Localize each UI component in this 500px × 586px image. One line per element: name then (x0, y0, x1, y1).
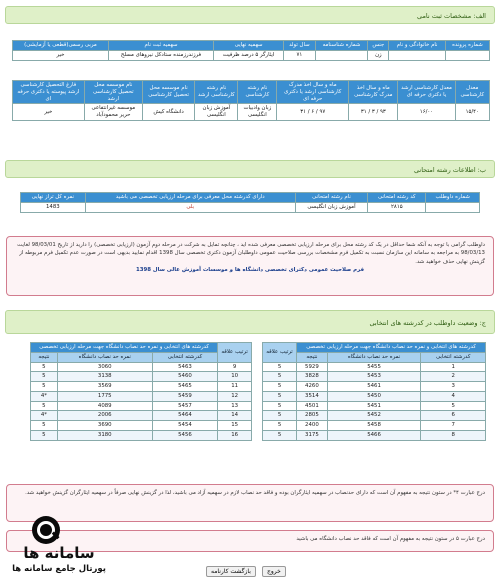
reg-header-0: شماره پرونده (445, 41, 489, 51)
choice-cutoff: 3569 (57, 382, 152, 392)
choice-code: 5460 (152, 372, 218, 382)
choice-priority: 2 (421, 372, 486, 382)
exam-cell-1: ۲۸۱۵ (368, 202, 426, 212)
edu-header-1: معدل کارشناسی ارشد یا دکتری حرفه ای (398, 81, 455, 104)
choice-cutoff: 3514 (297, 391, 328, 401)
choice-row (31, 391, 252, 401)
choice-cutoff: 4260 (297, 382, 328, 392)
edu-cell-4: زبان وادبیات انگلیسی (238, 104, 277, 121)
choice-priority: 3 (421, 382, 486, 392)
general-competency-form-link[interactable]: فرم صلاحیت عمومی دکترای تخصصی دانشگاه ها و موسسات آموزش عالی سال 1398 (136, 267, 364, 274)
edu-cell-7: موسسه غیرانتفاعی حریر محمودآباد (84, 104, 142, 121)
edu-header-6: نام موسسه محل تحصیل کارشناسی (142, 81, 194, 104)
choice-row (31, 401, 252, 411)
choice-row (31, 372, 252, 382)
choice-row (263, 430, 486, 440)
reg-cell-7: خیر (13, 50, 109, 60)
choice-code: 5451 (327, 401, 421, 411)
choice-priority: 8 (421, 430, 486, 440)
col-cutoff: نمره حد نصاب دانشگاه (327, 352, 421, 362)
choice-cutoff: 3180 (57, 430, 152, 440)
choice-cutoff: 3175 (297, 430, 328, 440)
choice-priority: 6 (421, 411, 486, 421)
choice-cutoff: 3138 (57, 372, 152, 382)
choice-code: 5457 (152, 401, 218, 411)
col-result: نتیجه (297, 352, 328, 362)
education-table (12, 80, 490, 121)
choice-cutoff: 3690 (57, 421, 152, 431)
choice-result: *4 (31, 391, 58, 401)
choice-result: 5 (263, 401, 297, 411)
choice-result: 5 (263, 430, 297, 440)
edu-header-2: ماه و سال اخذ مدرک کارشناسی (349, 81, 398, 104)
choice-row (31, 430, 252, 440)
col-code: کدرشته انتخابی (421, 352, 486, 362)
choice-result: 5 (263, 382, 297, 392)
choice-result: 5 (31, 362, 58, 372)
choice-result: 5 (31, 421, 58, 431)
samaneha-logo (6, 514, 112, 580)
reg-header-2: جنس (368, 41, 389, 51)
choice-row (263, 401, 486, 411)
reg-header-3: شماره شناسنامه (315, 41, 368, 51)
notice-general-text: داوطلب گرامی با توجه به آنکه شما حداقل در یک کد رشته محل برای مرحله ارزیابی تخصصی معرفی شده اید ، چنانچه تمایل به شرکت در مرحله دوم آزمون (ارزیابی تخصصی) را دارید از تاریخ 98/03/01 لغایت 98/03/13 به مراجعه به سامانه این سازمان نسبت به تکمیل فرم مشخصات بررسی صلاحیت عمومی داوطلبان آزمون دکتری تخصصی سال 1398 اقدام نمایید بدیهی است در صورت عدم تکمیل فرم مربوطه از گزینش نهایی حذف خواهید شد. (17, 242, 485, 265)
choice-table-right (262, 342, 486, 441)
exit-button[interactable]: خروج (262, 566, 286, 577)
choice-priority: 5 (421, 401, 486, 411)
logo-name: سامانه ها (23, 544, 95, 562)
choice-table-left (30, 342, 252, 441)
reg-cell-2: زن (368, 50, 389, 60)
choice-row (31, 411, 252, 421)
choice-code: 5463 (152, 362, 218, 372)
choice-result: 5 (263, 391, 297, 401)
choice-priority: 4 (421, 391, 486, 401)
col-priority: ترتیب علاقه (218, 343, 252, 363)
reg-cell-6: فرزندرزمنده ستادکل نیروهای مسلح (108, 50, 213, 60)
right-table-title: کدرشته های انتخابی و نمره حد نصاب دانشگاه جهت مرحله ارزیابی تخصصی (297, 343, 486, 353)
registration-table (12, 40, 490, 61)
choice-code: 5465 (152, 382, 218, 392)
col-priority: ترتیب علاقه (263, 343, 297, 363)
choice-code: 5461 (327, 382, 421, 392)
choice-row (263, 411, 486, 421)
edu-cell-1: ۱۶/۰۰ (398, 104, 455, 121)
logo-tagline: پورتال جامع سامانه ها (12, 564, 106, 574)
left-table-title: کدرشته های انتخابی و نمره حد نصاب دانشگاه جهت مرحله ارزیابی تخصصی (31, 343, 218, 353)
exam-header-4: نمره کل تراز نهایی (21, 193, 86, 203)
reg-cell-3 (315, 50, 368, 60)
choice-cutoff: 2006 (57, 411, 152, 421)
choice-priority: 16 (218, 430, 252, 440)
exam-header-1: کد رشته امتحانی (368, 193, 426, 203)
choice-code: 5455 (327, 362, 421, 372)
reg-header-5: سهمیه نهایی (214, 41, 284, 51)
choice-result: 5 (263, 421, 297, 431)
reg-header-4: سال تولد (284, 41, 316, 51)
exam-cell-3: بلی (85, 202, 295, 212)
edu-cell-3: ۹۷ / ۶ / ۳۱ (277, 104, 349, 121)
section-a-header: الف: مشخصات ثبت نامی (5, 6, 495, 24)
choice-priority: 14 (218, 411, 252, 421)
edu-header-4: نام رشته کارشناسی (238, 81, 277, 104)
choice-code: 5450 (327, 391, 421, 401)
exam-cell-4: 1483 (21, 202, 86, 212)
edu-header-8: فارغ التحصیل کارشناسی ارشد پیوسته یا دکتری حرفه ای (13, 81, 85, 104)
choice-priority: 1 (421, 362, 486, 372)
section-b-header: ب: اطلاعات رشته امتحانی (5, 160, 495, 178)
choice-cutoff: 4501 (297, 401, 328, 411)
choice-result: 5 (31, 372, 58, 382)
choice-result: *4 (31, 411, 58, 421)
choice-row (31, 382, 252, 392)
choice-row (263, 382, 486, 392)
choice-row (31, 362, 252, 372)
choice-result: 5 (31, 430, 58, 440)
edu-header-3: ماه و سال اخذ مدرک کارشناسی ارشد یا دکتری حرفه ای (277, 81, 349, 104)
col-code: کدرشته انتخابی (152, 352, 218, 362)
choice-row (31, 421, 252, 431)
choice-row (263, 362, 486, 372)
edu-header-0: معدل کارشناسی (455, 81, 489, 104)
choice-priority: 9 (218, 362, 252, 372)
choice-priority: 7 (421, 421, 486, 431)
reg-header-7: مربی رسمی(قطعی یا آزمایشی) (13, 41, 109, 51)
reg-cell-1 (389, 50, 446, 60)
col-result: نتیجه (31, 352, 58, 362)
exam-cell-2: آموزش زبان انگلیسی (295, 202, 368, 212)
choice-result: 5 (31, 401, 58, 411)
reg-header-1: نام خانوادگی و نام (389, 41, 446, 51)
choice-cutoff: 3060 (57, 362, 152, 372)
notice-quota-text: درج عبارت ۴* در ستون نتیجه به مفهوم آن است که دارای حدنصاب در سهمیه ایثارگران بوده و فاقد حد نصاب لازم در سهمیه آزاد می باشید، لذا در گزینش نهایی صرفاً در سهمیه ایثارگران گزینش خواهید شد. (25, 490, 485, 496)
edu-header-5: نام رشته کارشناسی ارشد (195, 81, 238, 104)
reg-cell-4: ۷۱ (284, 50, 316, 60)
section-c-header: ج: وضعیت داوطلب در کدرشته های انتخابی (5, 310, 495, 334)
exam-header-3: دارای کدرشته محل معرفی برای مرحله ارزیابی تخصصی می باشید (85, 193, 295, 203)
choice-result: 5 (263, 411, 297, 421)
notice-no-cutoff-text: درج عبارت ۵ در ستون نتیجه به مفهوم آن است که فاقد حد نصاب دانشگاه می باشید (296, 536, 485, 542)
choice-priority: 15 (218, 421, 252, 431)
edu-cell-6: دانشگاه کیش (142, 104, 194, 121)
choice-cutoff: 2805 (297, 411, 328, 421)
choice-priority: 12 (218, 391, 252, 401)
choice-row (263, 391, 486, 401)
choice-code: 5452 (327, 411, 421, 421)
exam-table (20, 192, 480, 213)
choice-cutoff: 2400 (297, 421, 328, 431)
choice-result: 5 (263, 372, 297, 382)
exam-header-2: نام رشته امتحانی (295, 193, 368, 203)
col-cutoff: نمره حد نصاب دانشگاه (57, 352, 152, 362)
choice-code: 5464 (152, 411, 218, 421)
choice-code: 5453 (327, 372, 421, 382)
choice-cutoff: 1775 (57, 391, 152, 401)
choice-cutoff: 3828 (297, 372, 328, 382)
exam-cell-0 (426, 202, 480, 212)
choice-code: 5454 (152, 421, 218, 431)
choice-cutoff: 4089 (57, 401, 152, 411)
choice-code: 5458 (327, 421, 421, 431)
notice-general-competency (6, 236, 494, 296)
edu-cell-0: ۱۵/۴۰ (455, 104, 489, 121)
reg-header-6: سهمیه ثبت نام (108, 41, 213, 51)
choice-code: 5466 (327, 430, 421, 440)
choice-priority: 10 (218, 372, 252, 382)
choice-code: 5456 (152, 430, 218, 440)
edu-header-7: نام موسسه محل تحصیل کارشناسی ارشد (84, 81, 142, 104)
edu-cell-8: خیر (13, 104, 85, 121)
choice-priority: 11 (218, 382, 252, 392)
exam-header-0: شماره داوطلب (426, 193, 480, 203)
edu-cell-2: ۹۳ / ۳ / ۳۱ (349, 104, 398, 121)
back-to-report-button[interactable]: بازگشت کارنامه (206, 566, 256, 577)
choice-result: 5 (263, 362, 297, 372)
choice-cutoff: 5929 (297, 362, 328, 372)
choice-row (263, 372, 486, 382)
reg-cell-5: ایثارگر ۵ درصد ظرفیت (214, 50, 284, 60)
choice-row (263, 421, 486, 431)
edu-cell-5: آموزش زبان انگلیسی (195, 104, 238, 121)
choice-code: 5459 (152, 391, 218, 401)
choice-priority: 13 (218, 401, 252, 411)
choice-result: 5 (31, 382, 58, 392)
reg-cell-0 (445, 50, 489, 60)
